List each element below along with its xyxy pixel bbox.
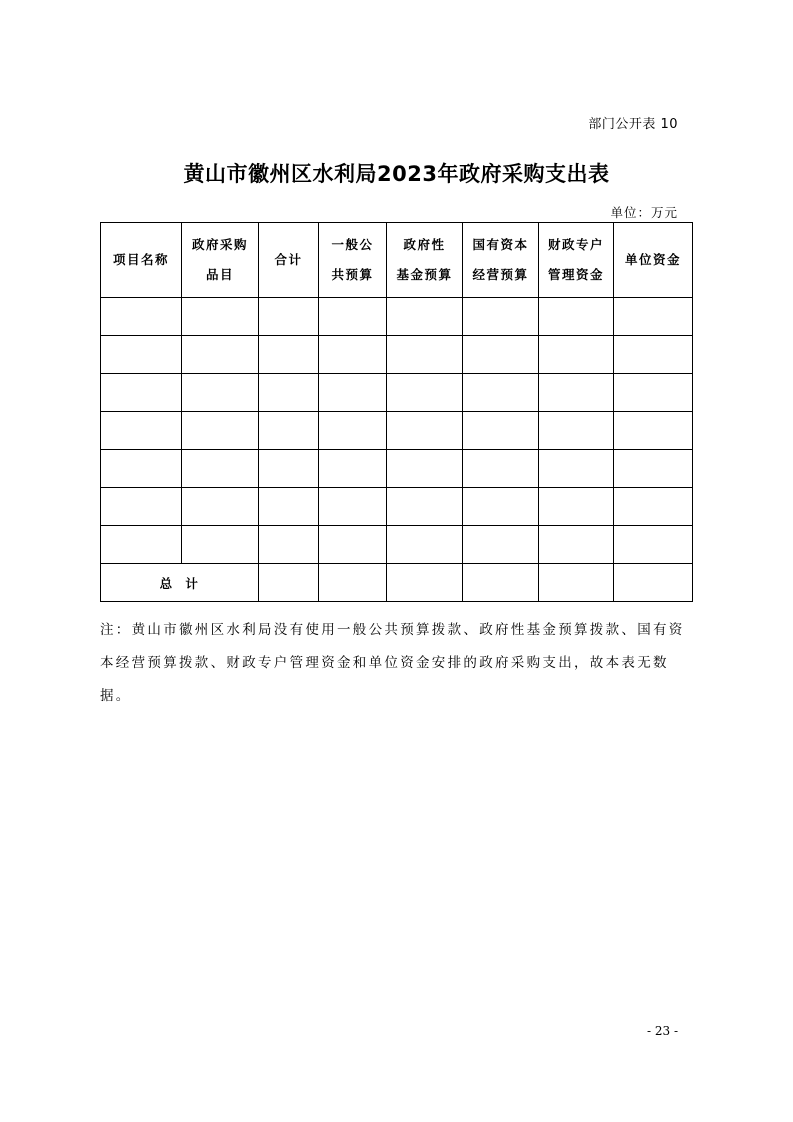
- table-cell: [387, 336, 463, 374]
- table-row: [101, 450, 693, 488]
- table-cell: [539, 336, 614, 374]
- table-cell: [259, 412, 319, 450]
- table-cell: [387, 450, 463, 488]
- table-cell: [463, 336, 539, 374]
- table-cell: [387, 526, 463, 564]
- table-cell: [101, 526, 182, 564]
- page-title: 黄山市徽州区水利局2023年政府采购支出表: [183, 162, 610, 186]
- col-header-procurement-category: 政府采购 品目: [182, 223, 259, 298]
- table-row: [101, 298, 693, 336]
- table-cell: [182, 336, 259, 374]
- table-tag: 部门公开表 10: [588, 117, 678, 132]
- table-cell: [319, 488, 387, 526]
- table-cell: [259, 298, 319, 336]
- table-cell: [614, 374, 693, 412]
- table-cell: [101, 488, 182, 526]
- table-cell: [182, 450, 259, 488]
- table-cell: [614, 298, 693, 336]
- table-cell: [101, 336, 182, 374]
- table-note: 注：黄山市徽州区水利局没有使用一般公共预算拨款、政府性基金预算拨款、国有资本经营预算拨款、财政专户管理资金和单位资金安排的政府采购支出，故本表无数据。: [100, 622, 685, 704]
- table-cell: [259, 564, 319, 602]
- table-cell: [319, 564, 387, 602]
- table-cell: [259, 526, 319, 564]
- table-cell: [463, 298, 539, 336]
- table-cell: [463, 374, 539, 412]
- table-cell: [182, 298, 259, 336]
- table-cell: [539, 374, 614, 412]
- table-cell: [319, 412, 387, 450]
- table-cell: [614, 564, 693, 602]
- table-cell: [539, 450, 614, 488]
- table-cell: [101, 298, 182, 336]
- table-row: [101, 488, 693, 526]
- table-cell: [463, 564, 539, 602]
- col-header-government-fund: 政府性 基金预算: [387, 223, 463, 298]
- table-cell: [319, 374, 387, 412]
- table-cell: [101, 412, 182, 450]
- col-header-project-name: 项目名称: [101, 223, 182, 298]
- table-cell: [463, 488, 539, 526]
- table-cell: [387, 412, 463, 450]
- table-cell: [463, 412, 539, 450]
- col-header-total: 合计: [259, 223, 319, 298]
- table-cell: [319, 336, 387, 374]
- table-cell: [614, 526, 693, 564]
- total-label: 总 计: [101, 564, 259, 602]
- table-cell: [539, 526, 614, 564]
- table-cell: [259, 488, 319, 526]
- table-cell: [539, 564, 614, 602]
- table-cell: [319, 526, 387, 564]
- table-cell: [259, 450, 319, 488]
- table-cell: [539, 488, 614, 526]
- table-cell: [463, 526, 539, 564]
- col-header-state-capital: 国有资本 经营预算: [463, 223, 539, 298]
- table-cell: [387, 564, 463, 602]
- page-number: - 23 -: [646, 1024, 678, 1038]
- table-row: [101, 412, 693, 450]
- table-cell: [101, 450, 182, 488]
- table-cell: [319, 450, 387, 488]
- table-cell: [614, 488, 693, 526]
- table-cell: [463, 450, 539, 488]
- col-header-general-budget: 一般公 共预算: [319, 223, 387, 298]
- table-cell: [387, 488, 463, 526]
- table-cell: [182, 526, 259, 564]
- table-cell: [182, 374, 259, 412]
- table-cell: [387, 374, 463, 412]
- table-cell: [614, 412, 693, 450]
- table-cell: [182, 488, 259, 526]
- col-header-fiscal-account: 财政专户 管理资金: [539, 223, 614, 298]
- table-cell: [319, 298, 387, 336]
- table-cell: [614, 450, 693, 488]
- table-cell: [182, 412, 259, 450]
- table-total-row: [101, 564, 693, 602]
- procurement-table: [100, 222, 693, 602]
- table-header-row: [101, 223, 693, 298]
- table-cell: [259, 336, 319, 374]
- table-cell: [539, 298, 614, 336]
- table-cell: [101, 374, 182, 412]
- table-row: [101, 374, 693, 412]
- table-row: [101, 526, 693, 564]
- table-row: [101, 336, 693, 374]
- table-cell: [614, 336, 693, 374]
- table-cell: [387, 298, 463, 336]
- col-header-unit-funds: 单位资金: [614, 223, 693, 298]
- table-cell: [259, 374, 319, 412]
- table-cell: [539, 412, 614, 450]
- unit-label: 单位：万元: [610, 205, 678, 220]
